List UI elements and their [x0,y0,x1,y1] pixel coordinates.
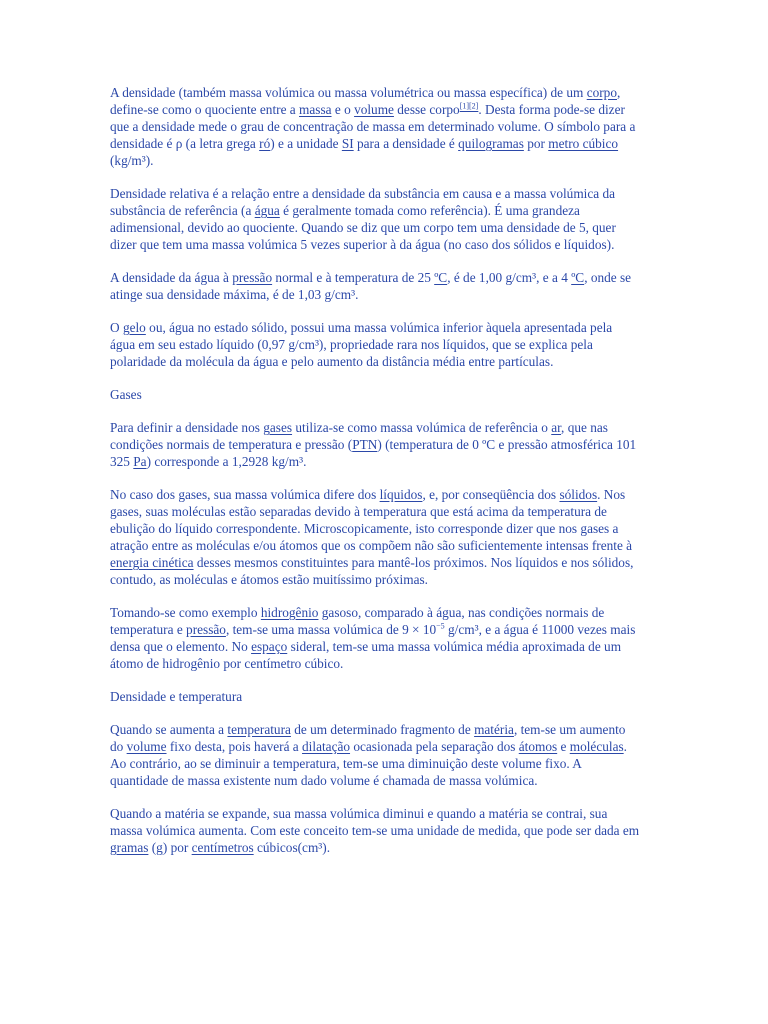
link-hidrogenio[interactable]: hidrogênio [260,605,319,620]
text: e [557,739,570,754]
link-pressao[interactable]: pressão [232,270,273,285]
link-g[interactable]: g [156,840,163,855]
text: g/cm³, e a água é 11000 vezes mais densa que o elemento. No [110,622,636,654]
link-gelo[interactable]: gelo [122,320,146,335]
link-atomos[interactable]: átomos [518,739,558,754]
heading-gases: Gases [110,387,142,402]
text: , e, por conseqüência dos [422,487,560,502]
text: . Ao contrário, ao se diminuir a temperatura, tem-se uma diminuição deste volume fixo. A quantidade de massa existente num dado volume é chamada de massa volúmica. [110,739,627,788]
link-ar[interactable]: ar [551,420,562,435]
link-ptn[interactable]: PTN [352,437,378,452]
paragraph-densidade-agua [110,269,640,303]
text: Para definir a densidade nos [110,420,264,435]
text: Quando se aumenta a [110,722,228,737]
link-centimetros[interactable]: centímetros [191,840,254,855]
paragraph-gases-liquidos [110,486,640,588]
link-reference[interactable]: [1][2] [459,101,479,111]
text: por [523,136,549,151]
text: gasoso, comparado à água, nas condições normais de temperatura e [110,605,605,637]
link-temperatura[interactable]: temperatura [227,722,291,737]
heading-densidade-temperatura: Densidade e temperatura [110,689,243,704]
text: fixo desta, pois haverá a [166,739,303,754]
text: normal e à temperatura de 25 [272,270,435,285]
text: ) corresponde a 1,2928 kg/m³. [146,454,307,469]
link-solidos[interactable]: sólidos [559,487,598,502]
paragraph-hidrogenio [110,604,640,672]
text: é geralmente tomada como referência). É uma grandeza adimensional, devido ao quociente. Quando se diz que um corpo tem uma densidade de 5, quer dizer que tem uma massa volúmica 5 vezes superior à da água (no caso dos sólidos e líquidos). [110,203,616,252]
paragraph-gelo [110,319,640,370]
link-grau-celsius[interactable]: ºC [571,270,585,285]
link-gases[interactable]: gases [263,420,293,435]
text: Quando a matéria se expande, sua massa volúmica diminui e quando a matéria se contrai, sua massa volúmica aumenta. Com este conceito tem-se uma unidade de medida, que pode ser dada em [110,806,640,838]
text: , que nas condições normais de temperatura e pressão ( [110,420,608,452]
text: sideral, tem-se uma massa volúmica média aproximada de um átomo de hidrogênio por centímetro cúbico. [110,639,622,671]
link-materia[interactable]: matéria [474,722,514,737]
paragraph-densidade-relativa [110,185,640,253]
link-corpo[interactable]: corpo [586,85,617,100]
link-agua[interactable]: água [254,203,280,218]
text: No caso dos gases, sua massa volúmica difere dos [110,487,380,502]
link-pa[interactable]: Pa [133,454,147,469]
document-page [110,84,640,872]
link-energia-cinetica[interactable]: energia cinética [110,555,194,570]
text: utiliza-se como massa volúmica de referência o [292,420,552,435]
text: desse corpo [393,102,460,117]
text: A densidade da água à [110,270,233,285]
text: , tem-se uma massa volúmica de 9 × 10 [225,622,437,637]
exponent: −5 [436,621,445,631]
link-ro[interactable]: ró [259,136,271,151]
link-si[interactable]: SI [341,136,354,151]
text: ( [148,840,157,855]
link-volume[interactable]: volume [126,739,167,754]
link-pressao[interactable]: pressão [186,622,226,637]
text: para a densidade é [353,136,459,151]
text: . Desta forma pode-se dizer que a densidade mede o grau de concentração de massa em determinado volume. O símbolo para a densidade é ρ (a letra grega [110,102,636,151]
paragraph-temperatura [110,721,640,789]
paragraph-densidade-definicao [110,84,640,169]
text: ) por [162,840,192,855]
text: , onde se atinge sua densidade máxima, é de 1,03 g/cm³. [110,270,632,302]
link-gramas[interactable]: gramas [110,840,149,855]
text: cúbicos(cm³). [253,840,331,855]
link-volume[interactable]: volume [354,102,394,117]
text: de um determinado fragmento de [290,722,475,737]
text: (kg/m³). [110,153,154,168]
text: , é de 1,00 g/cm³, e a 4 [447,270,572,285]
text: desses mesmos constituintes para mantê-los próximos. Nos líquidos e nos sólidos, contudo, as moléculas e átomos estão muitíssimo próximas. [110,555,634,587]
text: , tem-se um aumento do [110,722,626,754]
text: A densidade (também massa volúmica ou massa volumétrica ou massa específica) de um [110,85,587,100]
text: . Nos gases, suas moléculas estão separadas devido à temperatura que está acima da temperatura de ebulição do líquido correspondente. Microscopicamente, isto corresponde dizer que nos gases a atração entre as moléculas e/ou átomos que os compõem não são suficientemente intensas frente à [110,487,633,553]
text: Densidade relativa é a relação entre a densidade da substância em causa e a massa volúmica da substância de referência (a [110,186,616,218]
link-moleculas[interactable]: moléculas [569,739,624,754]
text: ) (temperatura de 0 ºC e pressão atmosférica 101 325 [110,437,637,469]
text: ou, água no estado sólido, possui uma massa volúmica inferior àquela apresentada pela água em seu estado líquido (0,97 g/cm³), propriedade rara nos líquidos, que se explica pela polaridade da molécula da água e pelo aumento da distância média entre partículas. [110,320,613,369]
text: , define-se como o quociente entre a [110,85,621,117]
paragraph-expansao [110,805,640,856]
link-dilatacao[interactable]: dilatação [302,739,351,754]
paragraph-gases-referencia [110,419,640,470]
text: O [110,320,123,335]
link-grau-celsius[interactable]: ºC [434,270,448,285]
link-liquidos[interactable]: líquidos [379,487,423,502]
text: ocasionada pela separação dos [350,739,519,754]
text: e o [331,102,355,117]
link-quilogramas[interactable]: quilogramas [458,136,524,151]
link-massa[interactable]: massa [299,102,332,117]
link-metro-cubico[interactable]: metro cúbico [548,136,619,151]
text: Tomando-se como exemplo [110,605,261,620]
link-espaco[interactable]: espaço [251,639,288,654]
text: ) e a unidade [270,136,342,151]
